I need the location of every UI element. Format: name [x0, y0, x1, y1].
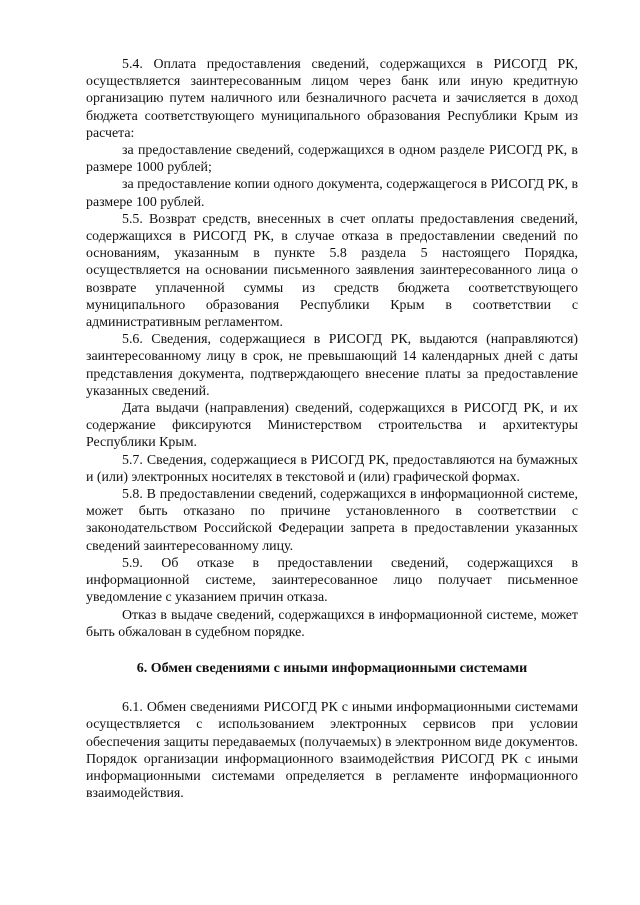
paragraph-5-4: 5.4. Оплата предоставления сведений, содержащихся в РИСОГД РК, осуществляется заинтересованным лицом через банк или иную кредитную организацию путем наличного или безналичного расчета и зачисляется в доход бюджета соответствующего муниципального образования Республики Крым из расчета:	[86, 57, 578, 141]
paragraph-5-5: 5.5. Возврат средств, внесенных в счет оплаты предоставления сведений, содержащихся в РИСОГД РК, в случае отказа в предоставлении сведений по основаниям, указанным в пункте 5.8 раздела 5 настоящего Порядка, осуществляется на основании письменного заявления заинтересованного лица о возврате уплаченной суммы из средств бюджета соответствующего муниципального образования Республики Крым в соответствии с административным регламентом.	[86, 211, 578, 331]
paragraph-5-7: 5.7. Сведения, содержащиеся в РИСОГД РК, предоставляются на бумажных и (или) электронных носителях в текстовой и (или) графической формах.	[86, 452, 578, 485]
paragraph-appeal: Отказ в выдаче сведений, содержащихся в информационной системе, может быть обжалован в судебном порядке.	[86, 607, 578, 640]
paragraph-fee-copy: за предоставление копии одного документа, содержащегося в РИСОГД РК, в размере 100 рублей.	[86, 177, 578, 210]
paragraph-5-6: 5.6. Сведения, содержащиеся в РИСОГД РК, выдаются (направляются) заинтересованному лицу в срок, не превышающий 14 календарных дней с даты представления документа, подтверждающего внесение платы за предоставление указанных сведений.	[86, 332, 578, 399]
document-page	[86, 56, 578, 802]
paragraph-fee-section: за предоставление сведений, содержащихся в одном разделе РИСОГД РК, в размере 1000 рублей;	[86, 143, 578, 176]
section-heading: 6. Обмен сведениями с иными информационными системами	[136, 660, 528, 676]
paragraph-5-8: 5.8. В предоставлении сведений, содержащихся в информационной системе, может быть отказано по причине установленного в соответствии с законодательством Российской Федерации запрета в предоставлении указанных сведений заинтересованному лицу.	[86, 487, 578, 554]
paragraph-5-9: 5.9. Об отказе в предоставлении сведений, содержащихся в информационной системе, заинтересованное лицо получает письменное уведомление с указанием причин отказа.	[86, 555, 578, 606]
paragraph-6-1: 6.1. Обмен сведениями РИСОГД РК с иными информационными системами осуществляется с использованием электронных сервисов при условии обеспечения защиты передаваемых (получаемых) в электронном виде документов. Порядок организации информационного взаимодействия РИСОГД РК с иными информационными системами определяется в регламенте информационного взаимодействия.	[86, 700, 578, 802]
paragraph-issue-date: Дата выдачи (направления) сведений, содержащихся в РИСОГД РК, и их содержание фиксируются Министерством строительства и архитектуры Республики Крым.	[86, 401, 578, 451]
